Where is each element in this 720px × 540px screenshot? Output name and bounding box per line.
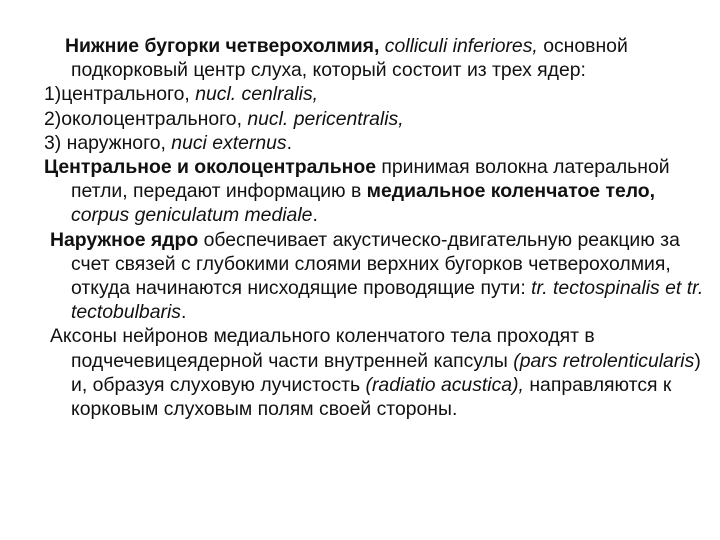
- paragraph-text: основной подкорковый центр слуха, который состоит из трех ядер:: [71, 35, 628, 82]
- latin-tract-tectospinalis: tr. tectospinalis: [531, 277, 660, 300]
- paragraph-text: направляются к корковым слуховым полям своей стороны.: [71, 373, 672, 421]
- paragraph-text: ) и, образуя слуховую лучистость: [71, 349, 701, 396]
- latin-radiatio-acustica: (radiatio acustica),: [365, 373, 524, 396]
- list-item-nucleus-external: [44, 131, 704, 155]
- latin-nucleus-name: nuci externus: [171, 131, 287, 154]
- latin-nucleus-name: nucl. cenlralis,: [195, 83, 319, 106]
- list-item-text: 2)околоцентрального,: [44, 107, 248, 130]
- paragraph-end: .: [180, 301, 187, 324]
- slide-text-body: [44, 34, 704, 421]
- paragraph-inferior-colliculi: [44, 34, 704, 82]
- list-item-text: 1)центрального,: [44, 83, 196, 106]
- latin-colliculi-inferiores: colliculi inferiores,: [379, 35, 538, 57]
- list-item-end: .: [286, 131, 293, 154]
- latin-pars-retrolenticularis: (pars retrolenticularis: [513, 349, 695, 372]
- term-inferior-colliculi: Нижние бугорки четверохолмия,: [65, 35, 380, 57]
- latin-corpus-geniculatum: corpus geniculatum mediale: [71, 204, 313, 227]
- paragraph-text: Аксоны нейронов медиального коленчатого тела проходят в подчечевицеядерной части внутренней капсулы: [50, 325, 595, 372]
- paragraph-geniculate-axons: [44, 324, 704, 421]
- term-external-nucleus: Наружное ядро: [50, 228, 199, 251]
- paragraph-end: .: [312, 204, 318, 227]
- paragraph-external-nucleus: [44, 228, 704, 325]
- list-item-nucleus-pericentral: [44, 107, 704, 131]
- list-item-nucleus-central: [44, 82, 704, 106]
- term-medial-geniculate-body: медиальное коленчатое тело,: [366, 180, 656, 203]
- list-item-text: 3) наружного,: [44, 131, 172, 154]
- paragraph-text: обеспечивает акустическо-двигательную реакцию за счет связей с глубокими слоями верхних бугорков четверохолмия, откуда начинаются нисходящие проводящие пути:: [71, 228, 680, 300]
- latin-nucleus-name: nucl. pericentralis,: [247, 107, 404, 130]
- term-central-pericentral: Центральное и околоцентральное: [44, 156, 376, 179]
- paragraph-central-pericentral: [44, 155, 704, 228]
- latin-tract-tectobulbaris: et tr. tectobulbaris: [71, 277, 704, 324]
- paragraph-text: принимая волокна латеральной петли, передают информацию в: [71, 156, 670, 203]
